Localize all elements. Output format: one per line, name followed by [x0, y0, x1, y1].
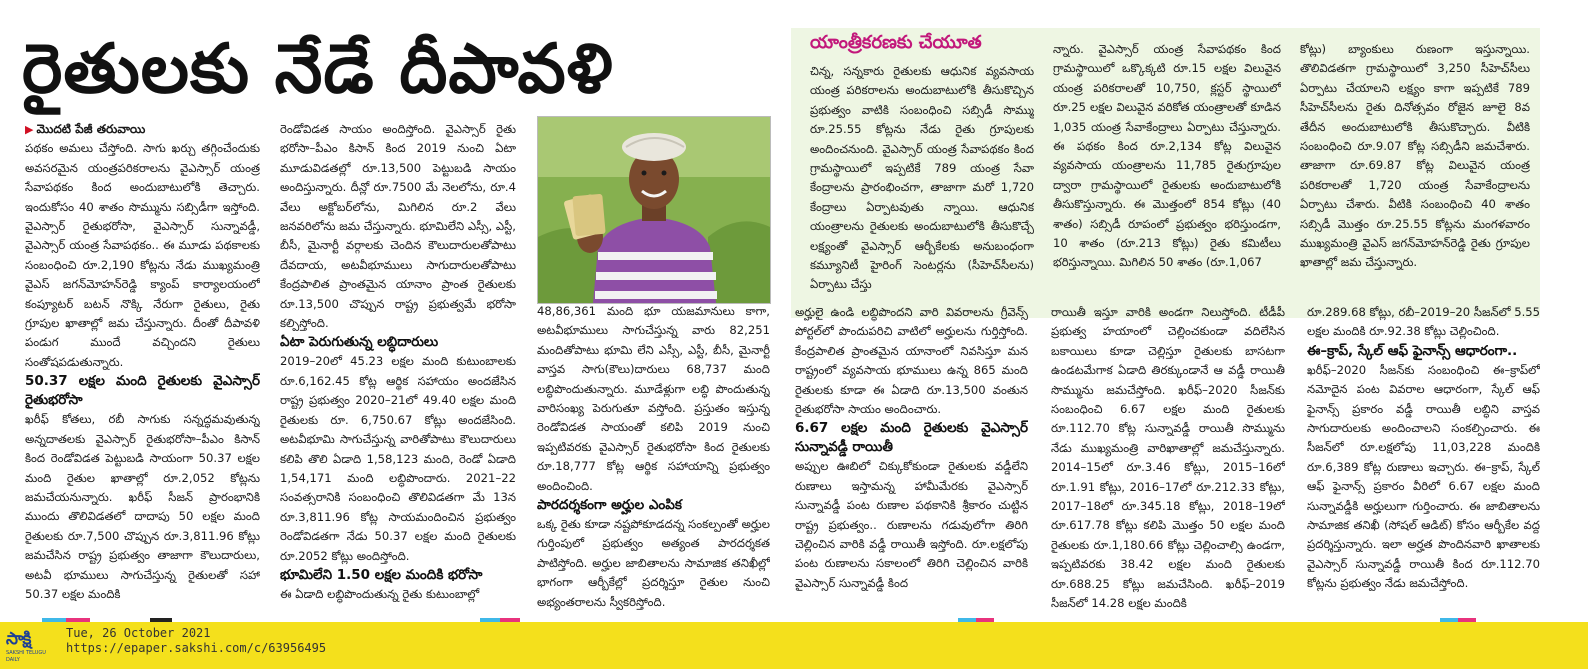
paragraph: అర్హులై ఉండి లబ్ధిపొందని వారి వివరాలను గ్రీవెన్స్ పోర్టల్‌లో పొందుపరిచి వాటిలో అర్హులను గుర్తిస్తోంది. కేంద్రపాలిత ప్రాంతమైన యానాంలో నివసిస్తూ మన రాష్ట్రంలో వ్యవసాయ భూములు ఉన్న 865 మంది రైతులకు కూడా ఈ ఏడాది రూ.13,500 వంతున రైతుభరోసా సాయం అందించారు.: [795, 305, 1028, 417]
paragraph: ఒక్క రైతు కూడా నష్టపోకూడదన్న సంకల్పంతో అర్హుల గుర్తింపులో ప్రభుత్వం అత్యంత పారదర్శకత పాటిస్తోంది. అర్హుల జాబితాలను సామాజిక తనిఖీల్లో భాగంగా ఆర్బీకేల్లో ప్రదర్శిస్తూ రైతుల నుంచి అభ్యంతరాలను స్వీకరిస్తోంది.: [537, 517, 770, 609]
article-column-2: [280, 120, 516, 618]
paragraph: ఖరీఫ్ కోతలు, రబీ సాగుకు సన్నద్ధమవుతున్న అన్నదాతలకు వైఎస్సార్ రైతుభరోసా–పీఎం కిసాన్ కింద రెండోవిడత పెట్టుబడి సాయంగా 50.37 లక్షల మంది రైతుల ఖాతాల్లో రూ.2,052 కోట్లను జమచేయనున్నారు. ఖరీఫ్ సీజన్ ప్రారంభానికి ముందు తొలివిడతలో దాదాపు 50 లక్షల మంది రైతులకు రూ.7,500 చొప్పున రూ.3,811.96 కోట్లు జమచేసిన రాష్ట్ర ప్రభుత్వం తాజాగా కౌలుదారులు, అటవీ భూములు సాగుచేస్తున్న రైతులతో సహా 50.37 లక్షల మందికి: [25, 412, 260, 601]
farmer-image: [538, 117, 770, 303]
paragraph: 2019–20లో 45.23 లక్షల మంది కుటుంబాలకు రూ.6,162.45 కోట్ల ఆర్థిక సహాయం అందజేసిన రాష్ట్ర ప్రభుత్వం 2020–21లో 49.40 లక్షల మంది రైతులకు రూ. 6,750.67 కోట్లు అందజేసింది. అటవీభూమి సాగుచేస్తున్న వారితోపాటు కౌలుదారులు కలిపి తొలి ఏడాది 1,58,123 మంది, రెండో ఏడాది 1,54,171 మంది లబ్ధిపొందారు. 2021–22 సంవత్సరానికి సంబంధించి తొలివిడతగా మే 13న రూ.3,811.96 కోట్ల సాయమందించిన ప్రభుత్వం రెండోవిడతగా నేడు 50.37 లక్షల మంది రైతులకు రూ.2052 కోట్లు అందిస్తోంది.: [280, 354, 516, 563]
paragraph: ఈ ఏడాది లబ్ధిపొందుతున్న రైతు కుటుంబాల్లో: [280, 586, 480, 601]
paragraph: అప్పుల ఊబిలో చిక్కుకోకుండా రైతులకు వడ్డీలేని రుణాలు ఇస్తామన్న హామీమేరకు వైఎస్సార్ సున్నావడ్డీ పంట రుణాల పథకానికి శ్రీకారం చుట్టిన రాష్ట్ర ప్రభుత్వం.. రుణాలను గడువులోగా తిరిగి చెల్లించిన వారికి వడ్డీ రాయితీ ఇస్తోంది. రూ.లక్షలోపు పంట రుణాలను సకాలంలో తిరిగి చెల్లించిన వారికి వైఎస్సార్ సున్నావడ్డీ కింద: [795, 459, 1028, 590]
box-column-2: [1053, 40, 1281, 314]
article-column-4: [795, 303, 1028, 618]
subheading: ఏటా పెరుగుతున్న లబ్ధిదారులు: [280, 334, 439, 351]
paragraph: రాయితీ ఇస్తూ వారికి అండగా నిలుస్తోంది. టీడీపీ ప్రభుత్వ హయాంలో చెల్లించకుండా వదిలేసిన బకాయిలు కూడా చెల్లిస్తూ రైతులకు బాసటగా ఉండటమేగాక ఏడాది తిరక్కుండానే ఆ వడ్డీ రాయితీ సొమ్మును జమచేస్తోంది. ఖరీఫ్–2020 సీజన్‌కు సంబంధించి 6.67 లక్షల మంది రైతులకు రూ.112.70 కోట్ల సున్నావడ్డీ రాయితీ సొమ్మును నేడు ముఖ్యమంత్రి వారిఖాతాల్లో జమచేస్తున్నారు. 2014–15లో రూ.3.46 కోట్లు, 2015–16లో రూ.1.91 కోట్లు, 2016–17లో రూ.212.33 కోట్లు, 2017–18లో రూ.345.18 కోట్లు, 2018–19లో రూ.617.78 కోట్లు కలిపి మొత్తం 50 లక్షల మంది రైతులకు రూ.1,180.66 కోట్లు చెల్లించాల్సి ఉండగా, ఇప్పటివరకు 38.42 లక్షల మంది రైతులకు రూ.688.25 కోట్లు జమచేసింది. ఖరీఫ్–2019 సీజన్‌లో 14.28 లక్షల మందికి: [1051, 305, 1285, 611]
subheading: పారదర్శకంగా అర్హుల ఎంపిక: [537, 497, 682, 514]
article-column-5: [1051, 303, 1285, 618]
farmer-photo: [537, 116, 771, 304]
paragraph: రెండోవిడత సాయం అందిస్తోంది. వైఎస్సార్ రైతు భరోసా–పీఎం కిసాన్ కింద 2019 నుంచి ఏటా మూడువిడతల్లో రూ.13,500 పెట్టుబడి సాయం అందిస్తున్నారు. దీన్లో రూ.7500 మే నెలలోను, రూ.4 వేలు అక్టోబర్‌లోను, మిగిలిన రూ.2 వేలు జనవరిలోను జమ చేస్తున్నారు. భూమిలేని ఎస్సీ, ఎస్టీ, బీసీ, మైనార్టీ వర్గాలకు చెందిన కౌలుదారులతోపాటు దేవదాయ, అటవీభూములు సాగుదారులతోపాటు కేంద్రపాలిత ప్రాంతమైన యానాం ప్రాంత రైతులకు రూ.13,500 చొప్పున రాష్ట్ర ప్రభుత్వమే భరోసా కల్పిస్తోంది.: [280, 122, 516, 331]
continued-from-front-page: ▶ మొదటి పేజీ తరువాయి: [25, 122, 146, 136]
paragraph: పథకం అమలు చేస్తోంది. సాగు ఖర్చు తగ్గించేందుకు అవసరమైన యంత్రపరికరాలను వైఎస్సార్ యంత్ర సేవాపథకం కింద అందుబాటులోకి తెచ్చారు. ఇందుకోసం 40 శాతం సొమ్మును సబ్సిడీగా ఇస్తోంది. వైఎస్సార్ రైతుభరోసా, వైఎస్సార్ సున్నావడ్డీ, వైఎస్సార్ యంత్ర సేవాపథకం.. ఈ మూడు పథకాలకు సంబంధించి రూ.2,190 కోట్లను నేడు ముఖ్యమంత్రి వైఎస్ జగన్‌మోహన్‌రెడ్డి క్యాంప్ కార్యాలయంలో కంప్యూటర్ బటన్ నొక్కి నేరుగా రైతులు, రైతు గ్రూపుల ఖాతాల్లో జమ చేస్తున్నారు. దీంతో దీపావళి పండుగ ముందే వచ్చిందని రైతులు సంతోషపడుతున్నారు.: [25, 141, 260, 369]
article-column-6: [1307, 303, 1540, 618]
paragraph: కోట్లు) బ్యాంకులు రుణంగా ఇస్తున్నాయి. తొలివిడతగా గ్రామస్థాయిలో 3,250 సీహెచ్‌సీలు ఏర్పాటు చేయాలని లక్ష్యం కాగా ఇప్పటికే 789 సీహెచ్‌సీలను రైతు దినోత్సవం రోజైన జూలై 8వ తేదీన అందుబాటులోకి తీసుకొచ్చారు. వీటికి సంబంధించి రూ.9.07 కోట్ల సబ్సిడీని జమచేశారు. తాజాగా రూ.69.87 కోట్ల విలువైన యంత్ర పరికరాలతో 1,720 యంత్ర సేవాకేంద్రాలను ఏర్పాటు చేశారు. వీటికి సంబంధించి 40 శాతం సబ్సిడీ మొత్తం రూ.25.55 కోట్లను మంగళవారం ముఖ్యమంత్రి వైఎస్ జగన్‌మోహన్‌రెడ్డి రైతు గ్రూపుల ఖాతాల్లో జమ చేస్తున్నారు.: [1300, 42, 1530, 270]
triangle-bullet-icon: ▶: [25, 123, 34, 136]
box-title: యాంత్రీకరణకు చేయూత: [810, 32, 982, 53]
subheading: 50.37 లక్షల మంది రైతులకు వైఎస్సార్ రైతుభరోసా: [25, 373, 260, 409]
box-column-3: [1300, 40, 1530, 314]
box-column-1: [810, 62, 1034, 314]
paragraph: 48,86,361 మంది భూ యజమానులు కాగా, అటవీభూములు సాగుచేస్తున్న వారు 82,251 మందితోపాటు భూమి లేని ఎస్సీ, ఎస్టీ, బీసీ, మైనార్టీ వాస్తవ సాగు(కౌలు)దారులు 68,737 మంది లబ్ధిపొందుతున్నారు. మూడేళ్లుగా లబ్ధి పొందుతున్న వారిసంఖ్య పెరుగుతూ వస్తోంది. ప్రస్తుతం ఇస్తున్న రెండోవిడత సాయంతో కలిపి 2019 నుంచి ఇప్పటివరకు వైఎస్సార్ రైతుభరోసా కింద రైతులకు రూ.18,777 కోట్ల ఆర్థిక సహాయాన్ని ప్రభుత్వం అందించింది.: [537, 304, 770, 493]
subheading: భూమిలేని 1.50 లక్షల మందికి భరోసా: [280, 566, 483, 583]
headline: రైతులకు నేడే దీపావళి: [22, 30, 614, 109]
sakshi-logo[interactable]: [6, 628, 58, 662]
article-column-1: [25, 120, 260, 618]
paragraph: న్నారు. వైఎస్సార్ యంత్ర సేవాపథకం కింద గ్రామస్థాయిలో ఒక్కొక్కటి రూ.15 లక్షల విలువైన యంత్ర పరికరాలతో 10,750, క్లస్టర్ స్థాయిలో రూ.25 లక్షల విలువైన వరికోత యంత్రాలతో కూడిన 1,035 యంత్ర సేవాకేంద్రాలు ఏర్పాటు చేస్తున్నారు. ఈ పథకం కింద రూ.2,134 కోట్ల విలువైన వ్యవసాయ యంత్రాలను 11,785 రైతుగ్రూపుల ద్వారా గ్రామస్థాయిలో రైతులకు అందుబాటులోకి తీసుకొస్తున్నారు. ఈ మొత్తంలో 854 కోట్లు (40 శాతం) సబ్సిడీ రూపంలో ప్రభుత్వం భరిస్తుండగా, 10 శాతం (రూ.213 కోట్లు) రైతు కమిటీలు భరిస్తున్నాయి. మిగిలిన 50 శాతం (రూ.1,067: [1053, 42, 1281, 270]
paragraph: చిన్న, సన్నకారు రైతులకు ఆధునిక వ్యవసాయ యంత్ర పరికరాలను అందుబాటులోకి తీసుకొచ్చిన ప్రభుత్వం వాటికి సంబంధించి సబ్సిడీ సొమ్ము రూ.25.55 కోట్లను నేడు రైతు గ్రూపులకు అందించనుంది. వైఎస్సార్ యంత్ర సేవాపథకం కింద గ్రామస్థాయిలో ఇప్పటికే 789 యంత్ర సేవా కేంద్రాలను ప్రారంభించగా, తాజాగా మరో 1,720 కేంద్రాలు ఏర్పాటవుతు న్నాయి. ఆధునిక యంత్రాలను రైతులకు అందుబాటులోకి తీసుకొచ్చే లక్ష్యంతో వైఎస్సార్ ఆర్బీకేలకు అనుబంధంగా కమ్యూనిటీ హైరింగ్ సెంటర్లను (సీహెచ్‌సీలను) ఏర్పాటు చేస్తు: [810, 64, 1034, 292]
epaper-url-link[interactable]: https://epaper.sakshi.com/c/63956495: [66, 641, 327, 655]
article-column-3: [537, 302, 770, 618]
paragraph: రూ.289.68 కోట్లు, రబీ–2019–20 సీజన్‌లో 5.55 లక్షల మందికి రూ.92.38 కోట్లు చెల్లించింది.: [1307, 305, 1540, 339]
subheading: ఈ–క్రాప్, స్కేల్ ఆఫ్ ఫైనాన్స్ ఆధారంగా..: [1307, 342, 1518, 359]
logo-tagline: SAKSHI TELUGU DAILY: [6, 650, 46, 663]
logo-text: సాక్షి: [6, 629, 31, 649]
subheading: 6.67 లక్షల మంది రైతులకు వైఎస్సార్ సున్నావడ్డీ రాయితీ: [795, 420, 1028, 456]
edition-date: Tue, 26 October 2021: [66, 626, 211, 640]
paragraph: ఖరీఫ్–2020 సీజన్‌కు సంబంధించి ఈ–క్రాప్‌లో నమోదైన పంట వివరాల ఆధారంగా, స్కేల్ ఆఫ్ ఫైనాన్స్ ప్రకారం వడ్డీ రాయితీ లబ్ధిని వాస్తవ సాగుదారులకు అందించాలని సంకల్పించారు. ఈ సీజన్‌లో రూ.లక్షలోపు 11,03,228 మందికి రూ.6,389 కోట్ల రుణాలు ఇచ్చారు. ఈ–క్రాప్, స్కేల్ ఆఫ్ ఫైనాన్స్ ప్రకారం వీరిలో 6.67 లక్షల మంది సున్నావడ్డీకి అర్హులుగా గుర్తించారు. ఈ జాబితాలను సామాజిక తనిఖీ (సోషల్ ఆడిట్) కోసం ఆర్బీకేల వద్ద ప్రదర్శిస్తున్నారు. ఇలా అర్హత పొందినవారి ఖాతాలకు వైఎస్సార్ సున్నావడ్డీ రాయితీ కింద రూ.112.70 కోట్లను ప్రభుత్వం నేడు జమచేస్తోంది.: [1307, 362, 1540, 591]
